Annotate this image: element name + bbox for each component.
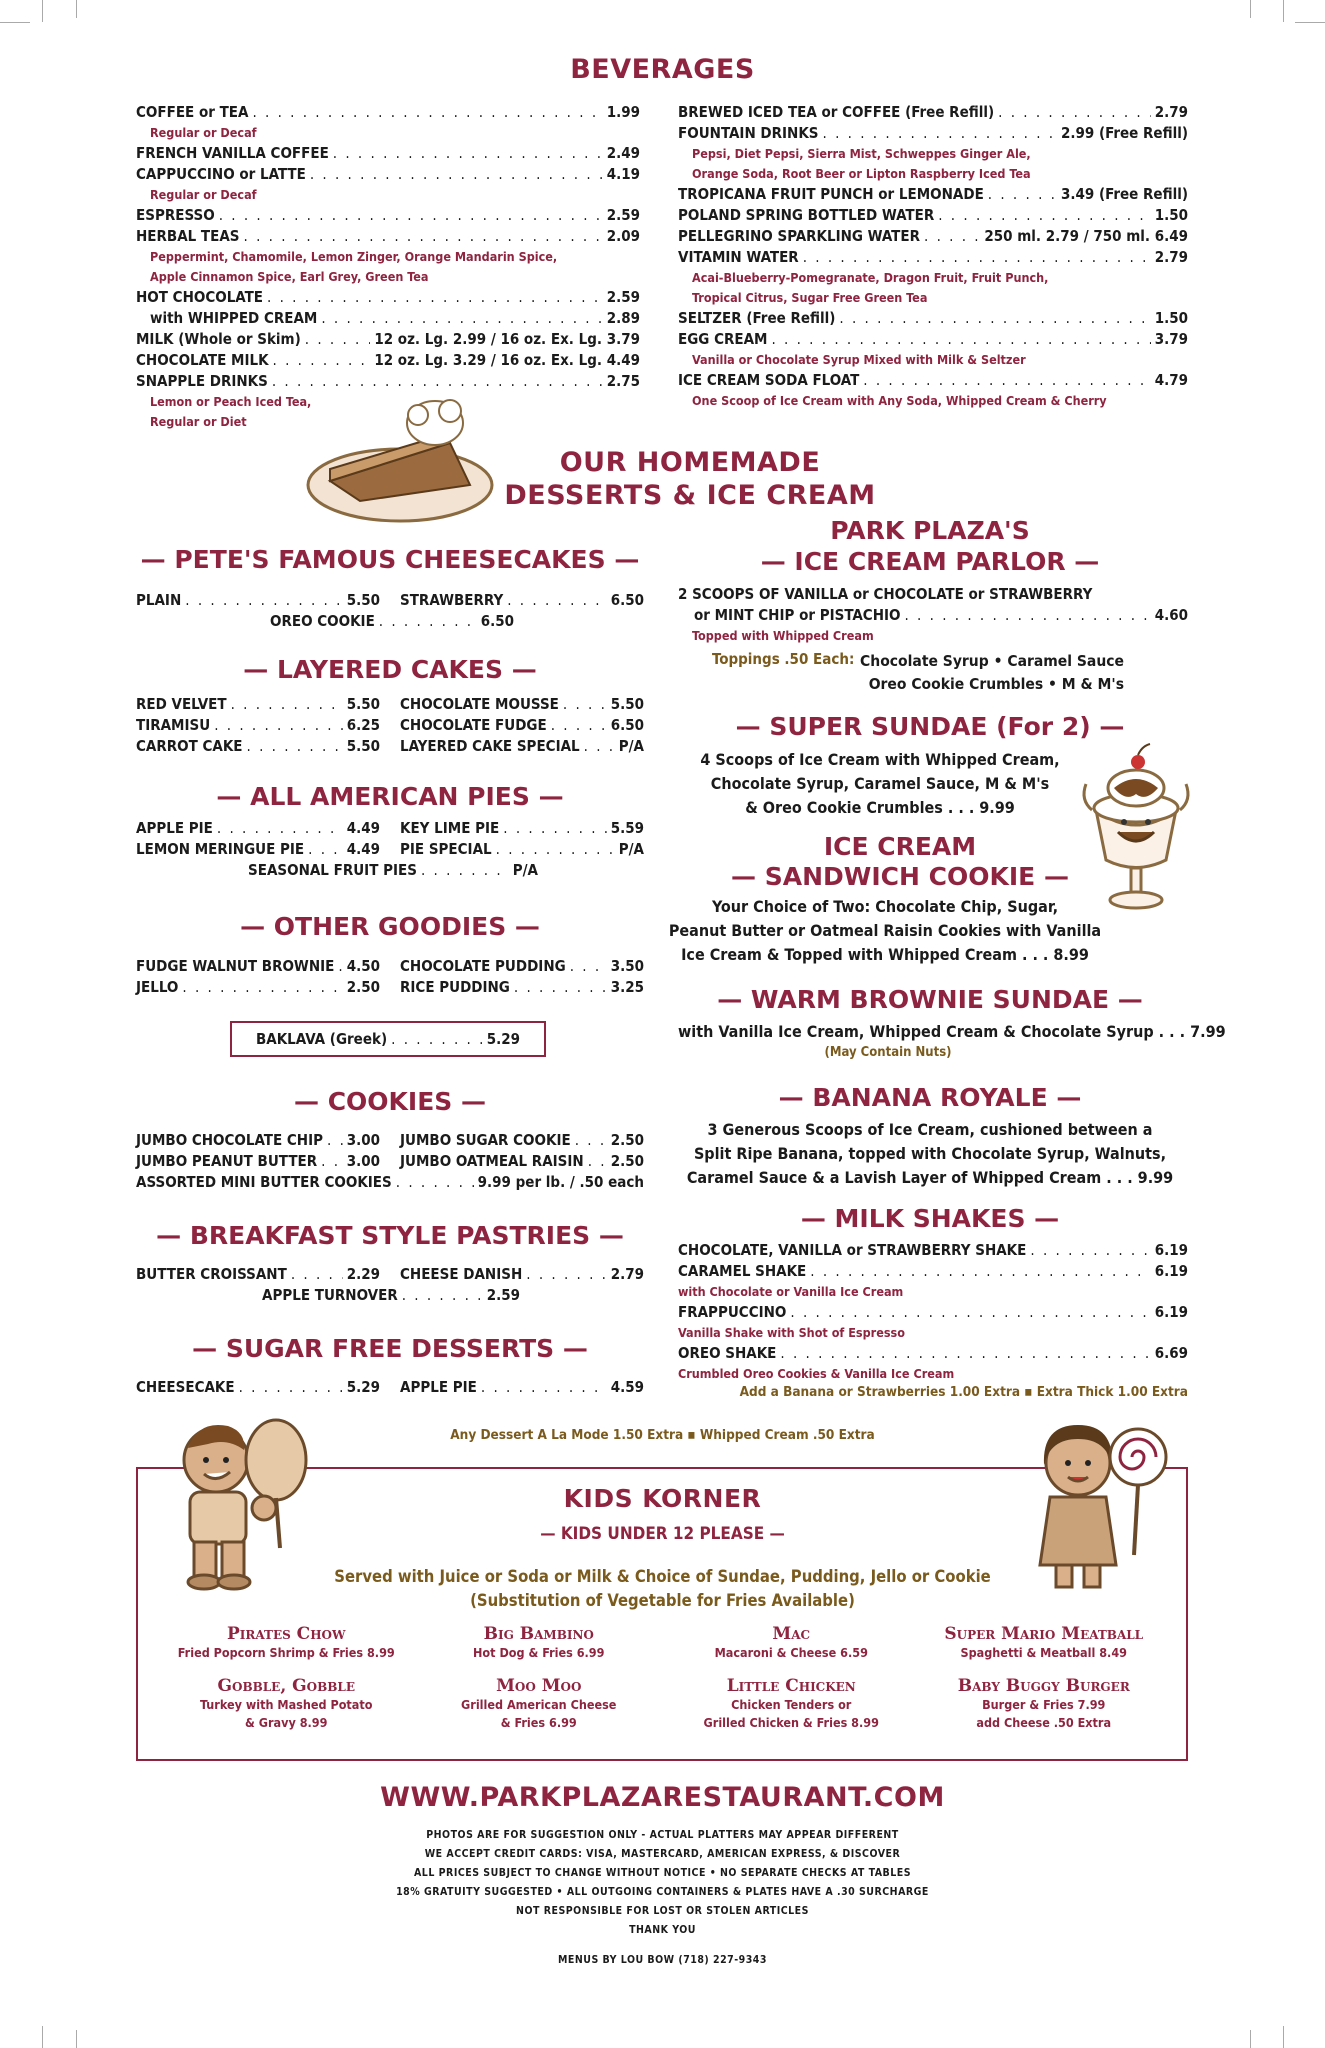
toppings-line2: Oreo Cookie Crumbles • M & M's xyxy=(868,675,1124,693)
fine-print-line: PHOTOS ARE FOR SUGGESTION ONLY - ACTUAL PLATTERS MAY APPEAR DIFFERENT xyxy=(426,1829,899,1841)
goodies-title: — OTHER GOODIES — xyxy=(240,912,540,941)
desc-line: Caramel Sauce & a Lavish Layer of Whipped Cream . . . 9.99 xyxy=(686,1168,1174,1187)
kids-substitution-line: (Substitution of Vegetable for Fries Available) xyxy=(470,1591,855,1610)
sandwich-cookie-title xyxy=(660,832,1140,892)
shakes-extra: Add a Banana or Strawberries 1.00 Extra ▪ Extra Thick 1.00 Extra xyxy=(739,1384,1188,1400)
crop-mark xyxy=(42,0,43,22)
menu-item: EGG CREAM . . . 3.79 xyxy=(678,329,1188,350)
layered-cakes-title: — LAYERED CAKES — xyxy=(243,655,537,684)
cookies-list xyxy=(136,1130,644,1193)
menu-item: APPLE PIE . . . 4.49 xyxy=(136,818,380,839)
menu-item: BAKLAVA (Greek) . . . 5.29 xyxy=(256,1029,520,1050)
crop-mark xyxy=(1283,2026,1284,2048)
crop-mark xyxy=(42,2026,43,2048)
fine-print-line: WE ACCEPT CREDIT CARDS: VISA, MASTERCARD, AMERICAN EXPRESS, & DISCOVER xyxy=(424,1848,901,1860)
item-note: Vanilla Shake with Shot of Espresso xyxy=(678,1325,905,1340)
kids-item: Baby Buggy Burger Burger & Fries 7.99 add Cheese .50 Extra xyxy=(957,1676,1130,1730)
beverages-left-column xyxy=(136,102,640,432)
sandwich-cookie-desc xyxy=(660,895,1110,967)
item-note: Crumbled Oreo Cookies & Vanilla Ice Cream xyxy=(678,1366,955,1381)
menu-item: KEY LIME PIE . . . 5.59 xyxy=(400,818,644,839)
desc-line: Chocolate Syrup, Caramel Sauce, M & M's xyxy=(710,774,1050,793)
menu-item: CARAMEL SHAKE . . . 6.19 xyxy=(678,1261,1188,1282)
menu-item: FRENCH VANILLA COFFEE . . . 2.49 xyxy=(136,143,640,164)
desc-line: Split Ripe Banana, topped with Chocolate Syrup, Walnuts, xyxy=(693,1144,1167,1163)
brownie-sundae-desc xyxy=(678,1020,1226,1062)
menu-item: BUTTER CROISSANT . . . 2.29 xyxy=(136,1264,380,1285)
menu-item: BREWED ICED TEA or COFFEE (Free Refill) . . . 2.79 xyxy=(678,102,1188,123)
menu-item: STRAWBERRY . . . 6.50 xyxy=(400,590,644,611)
cheesecakes-title: — PETE'S FAMOUS CHEESECAKES — xyxy=(140,545,640,574)
desc-line: Your Choice of Two: Chocolate Chip, Sugar, xyxy=(711,897,1059,916)
item-note: with Chocolate or Vanilla Ice Cream xyxy=(678,1284,904,1299)
goodies-list xyxy=(136,956,644,998)
menu-item: CARROT CAKE . . . 5.50 xyxy=(136,736,380,757)
crop-mark xyxy=(0,22,30,23)
menu-item: LEMON MERINGUE PIE . . . 4.49 xyxy=(136,839,380,860)
kids-item: Super Mario Meatball Spaghetti & Meatball 8.49 xyxy=(944,1624,1144,1660)
menu-item: PIE SPECIAL . . . P/A xyxy=(400,839,644,860)
menu-item: JELLO . . . 2.50 xyxy=(136,977,380,998)
fine-print-line: 18% GRATUITY SUGGESTED • ALL OUTGOING CONTAINERS & PLATES HAVE A .30 SURCHARGE xyxy=(396,1886,929,1898)
menu-item: JUMBO PEANUT BUTTER . . . 3.00 xyxy=(136,1151,380,1172)
menu-item: JUMBO SUGAR COOKIE . . . 2.50 xyxy=(400,1130,644,1151)
baklava-box xyxy=(230,1021,546,1057)
menu-item: ICE CREAM SODA FLOAT . . . 4.79 xyxy=(678,370,1188,391)
toppings-label: Toppings .50 Each: xyxy=(712,650,855,668)
toppings-line1: Chocolate Syrup • Caramel Sauce xyxy=(860,652,1124,670)
menu-item: FRAPPUCCINO . . . 6.19 xyxy=(678,1302,1188,1323)
menu-item: TROPICANA FRUIT PUNCH or LEMONADE . . . 3.49 (Free Refill) xyxy=(678,184,1188,205)
menu-item: APPLE PIE . . . 4.59 xyxy=(400,1377,644,1398)
item-note: Regular or Diet xyxy=(150,414,247,429)
menu-credit: MENUS BY LOU BOW (718) 227-9343 xyxy=(558,1954,767,1966)
kids-age-note: — KIDS UNDER 12 PLEASE — xyxy=(540,1524,785,1544)
menu-item: COFFEE or TEA . . . 1.99 xyxy=(136,102,640,123)
menu-item: CAPPUCCINO or LATTE . . . 4.19 xyxy=(136,164,640,185)
menu-item: SNAPPLE DRINKS . . . 2.75 xyxy=(136,371,640,392)
menu-item: VITAMIN WATER . . . 2.79 xyxy=(678,247,1188,268)
menu-item: FOUNTAIN DRINKS . . . 2.99 (Free Refill) xyxy=(678,123,1188,144)
menu-item: PELLEGRINO SPARKLING WATER . . . 250 ml. 2.79 / 750 ml. 6.49 xyxy=(678,226,1188,247)
kids-item: Little Chicken Chicken Tenders or Grilled Chicken & Fries 8.99 xyxy=(703,1676,879,1730)
kids-item: Moo Moo Grilled American Cheese & Fries 6.99 xyxy=(461,1676,617,1730)
super-sundae-title: — SUPER SUNDAE (For 2) — xyxy=(735,712,1125,741)
kids-item: Gobble, Gobble Turkey with Mashed Potato & Gravy 8.99 xyxy=(199,1676,373,1730)
kids-served-note xyxy=(0,1565,1325,1613)
crop-mark xyxy=(1250,2030,1251,2048)
item-note: Tropical Citrus, Sugar Free Green Tea xyxy=(692,290,928,305)
pastries-list xyxy=(136,1264,644,1306)
parlor-details xyxy=(678,584,1188,646)
crop-mark xyxy=(76,0,77,18)
item-note: Pepsi, Diet Pepsi, Sierra Mist, Schweppes Ginger Ale, xyxy=(692,146,1031,161)
item-note: Lemon or Peach Iced Tea, xyxy=(150,394,312,409)
menu-item: or MINT CHIP or PISTACHIO . . . 4.60 xyxy=(678,605,1188,626)
menu-item: CHOCOLATE FUDGE . . . 6.50 xyxy=(400,715,644,736)
kids-served-line: Served with Juice or Soda or Milk & Choice of Sundae, Pudding, Jello or Cookie xyxy=(334,1567,991,1586)
kids-item: Big Bambino Hot Dog & Fries 6.99 xyxy=(473,1624,605,1660)
menu-item: ASSORTED MINI BUTTER COOKIES . . . 9.99 per lb. / .50 each xyxy=(136,1172,644,1193)
kids-item: Mac Macaroni & Cheese 6.59 xyxy=(714,1624,868,1660)
menu-item: JUMBO CHOCOLATE CHIP . . . 3.00 xyxy=(136,1130,380,1151)
pastries-title: — BREAKFAST STYLE PASTRIES — xyxy=(156,1221,624,1250)
nuts-note: (May Contain Nuts) xyxy=(824,1045,952,1060)
desc-line: 3 Generous Scoops of Ice Cream, cushioned between a xyxy=(707,1120,1153,1139)
crop-mark xyxy=(76,2030,77,2048)
menu-item: HERBAL TEAS . . . 2.09 xyxy=(136,226,640,247)
parlor-title-line2: — ICE CREAM PARLOR — xyxy=(760,547,1100,576)
fine-print-line: NOT RESPONSIBLE FOR LOST OR STOLEN ARTICLES xyxy=(516,1905,809,1917)
item-note: Peppermint, Chamomile, Lemon Zinger, Orange Mandarin Spice, xyxy=(150,249,558,264)
parlor-title xyxy=(660,515,1200,577)
sugarfree-title: — SUGAR FREE DESSERTS — xyxy=(192,1334,588,1363)
toppings-list xyxy=(860,650,1124,696)
menu-item: RICE PUDDING . . . 3.25 xyxy=(400,977,644,998)
menu-item: CHOCOLATE MILK . . . 12 oz. Lg. 3.29 / 16 oz. Ex. Lg. 4.49 xyxy=(136,350,640,371)
menu-item: CHOCOLATE, VANILLA or STRAWBERRY SHAKE . . . 6.19 xyxy=(678,1240,1188,1261)
kids-korner-title: KIDS KORNER xyxy=(563,1484,762,1513)
menu-item: SEASONAL FRUIT PIES . . . P/A xyxy=(248,860,538,881)
menu-item: LAYERED CAKE SPECIAL . . . P/A xyxy=(400,736,644,757)
super-sundae-desc xyxy=(680,748,1080,820)
beverages-title: BEVERAGES xyxy=(570,54,755,85)
item-note: Vanilla or Chocolate Syrup Mixed with Milk & Seltzer xyxy=(692,352,1026,367)
pies-list xyxy=(136,818,644,881)
fine-print-line: ALL PRICES SUBJECT TO CHANGE WITHOUT NOTICE • NO SEPARATE CHECKS AT TABLES xyxy=(413,1867,912,1879)
milk-shakes-list xyxy=(678,1240,1188,1384)
kids-item: Pirates Chow Fried Popcorn Shrimp & Fries 8.99 xyxy=(177,1624,395,1660)
menu-item: OREO SHAKE . . . 6.69 xyxy=(678,1343,1188,1364)
item-note: One Scoop of Ice Cream with Any Soda, Whipped Cream & Cherry xyxy=(692,393,1107,408)
fine-print xyxy=(0,1826,1325,1940)
menu-item: MILK (Whole or Skim) . . . 12 oz. Lg. 2.99 / 16 oz. Ex. Lg. 3.79 xyxy=(136,329,640,350)
menu-item: CHEESECAKE . . . 5.29 xyxy=(136,1377,380,1398)
item-note: Acai-Blueberry-Pomegranate, Dragon Fruit, Fruit Punch, xyxy=(692,270,1049,285)
alamode-line: Any Dessert A La Mode 1.50 Extra ▪ Whipped Cream .50 Extra xyxy=(450,1427,875,1443)
sandwich-title-line1: ICE CREAM xyxy=(823,832,977,861)
menu-item: POLAND SPRING BOTTLED WATER . . . 1.50 xyxy=(678,205,1188,226)
menu-item: JUMBO OATMEAL RAISIN . . . 2.50 xyxy=(400,1151,644,1172)
item-note: Topped with Whipped Cream xyxy=(692,628,874,643)
desc-line: Peanut Butter or Oatmeal Raisin Cookies with Vanilla xyxy=(668,921,1102,940)
desc-line: with Vanilla Ice Cream, Whipped Cream & Chocolate Syrup . . . 7.99 xyxy=(678,1022,1226,1041)
brownie-sundae-title: — WARM BROWNIE SUNDAE — xyxy=(717,985,1143,1014)
kids-items-grid xyxy=(160,1624,1170,1732)
item-note: Regular or Decaf xyxy=(150,125,257,140)
menu-item: ESPRESSO . . . 2.59 xyxy=(136,205,640,226)
menu-item: OREO COOKIE . . . 6.50 xyxy=(270,611,514,632)
parlor-title-line1: PARK PLAZA'S xyxy=(830,516,1030,545)
item-note: Apple Cinnamon Spice, Earl Grey, Green Tea xyxy=(150,269,429,284)
fine-print-line: THANK YOU xyxy=(629,1924,696,1936)
menu-item: FUDGE WALNUT BROWNIE . . . 4.50 xyxy=(136,956,380,977)
banana-royale-title: — BANANA ROYALE — xyxy=(778,1083,1082,1112)
parlor-line1: 2 SCOOPS OF VANILLA or CHOCOLATE or STRAWBERRY xyxy=(678,585,1093,603)
website-link[interactable]: WWW.PARKPLAZARESTAURANT.COM xyxy=(380,1782,945,1813)
desc-line: & Oreo Cookie Crumbles . . . 9.99 xyxy=(745,798,1015,817)
menu-item: CHOCOLATE MOUSSE . . . 5.50 xyxy=(400,694,644,715)
menu-item: PLAIN . . . 5.50 xyxy=(136,590,380,611)
cheesecakes-list xyxy=(136,590,644,632)
sugarfree-list xyxy=(136,1377,644,1398)
menu-item: with WHIPPED CREAM . . . 2.89 xyxy=(136,308,640,329)
crop-mark xyxy=(1283,0,1284,22)
banana-royale-desc xyxy=(660,1118,1200,1190)
desserts-title-line1: OUR HOMEMADE xyxy=(559,447,821,478)
sandwich-title-line2: — SANDWICH COOKIE — xyxy=(731,862,1069,891)
menu-item: CHEESE DANISH . . . 2.79 xyxy=(400,1264,644,1285)
desc-line: Ice Cream & Topped with Whipped Cream . . . 8.99 xyxy=(681,945,1089,964)
desc-line: 4 Scoops of Ice Cream with Whipped Cream, xyxy=(700,750,1060,769)
beverages-right-column xyxy=(678,102,1188,411)
crop-mark xyxy=(1250,0,1251,18)
item-note: Orange Soda, Root Beer or Lipton Raspberry Iced Tea xyxy=(692,166,1031,181)
menu-item: CHOCOLATE PUDDING . . . 3.50 xyxy=(400,956,644,977)
pies-title: — ALL AMERICAN PIES — xyxy=(216,782,564,811)
menu-item: APPLE TURNOVER . . . 2.59 xyxy=(262,1285,520,1306)
menu-item: HOT CHOCOLATE . . . 2.59 xyxy=(136,287,640,308)
item-note: Regular or Decaf xyxy=(150,187,257,202)
desserts-title-line2: DESSERTS & ICE CREAM xyxy=(504,480,876,511)
crop-mark xyxy=(1295,22,1325,23)
menu-item: TIRAMISU . . . 6.25 xyxy=(136,715,380,736)
menu-item: SELTZER (Free Refill) . . . 1.50 xyxy=(678,308,1188,329)
desserts-title xyxy=(480,446,900,512)
pie-slice-illustration xyxy=(300,385,500,525)
milk-shakes-title: — MILK SHAKES — xyxy=(800,1204,1060,1233)
cookies-title: — COOKIES — xyxy=(293,1087,487,1116)
menu-item: RED VELVET . . . 5.50 xyxy=(136,694,380,715)
layered-cakes-list xyxy=(136,694,644,757)
